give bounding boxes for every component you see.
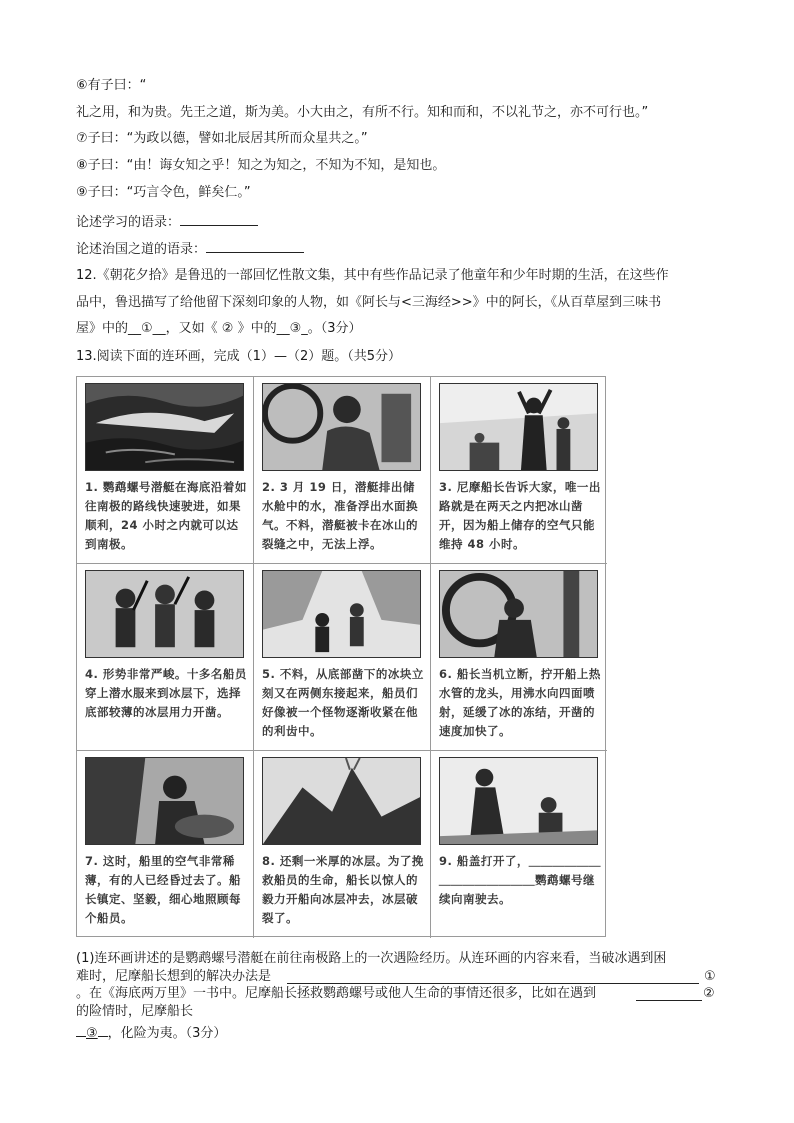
analects-item-8: ⑧子曰：“由！诲女知之乎！知之为知之，不知为不知，是知也。: [76, 158, 446, 173]
sub1-line-5: [76, 1023, 226, 1042]
answer-blank-1[interactable]: [287, 983, 699, 984]
comic-caption-3: 3. 尼摩船长告诉大家，唯一出路就是在两天之内把冰山凿开，因为船上储存的空气只能维持 48 小时。: [439, 480, 601, 551]
breaking-ice-illustration: [262, 757, 421, 845]
blank-marker-1: ①: [704, 969, 716, 984]
comic-caption-2: 2. 3 月 19 日，潜艇排出储水舱中的水，准备浮出水面换气。不料，潜艇被卡在冰山的裂缝之中，无法上浮。: [262, 480, 418, 551]
blank-marker-2: ②: [703, 986, 715, 1001]
sub1-line-3: 。在《海底两万里》一书中。尼摩船长拯救鹦鹉螺号或他人生命的事情还很多，比如在遇到: [76, 986, 597, 1001]
sub1-line-1: (1)连环画讲述的是鹦鹉螺号潜艇在前往南极路上的一次遇险经历。从连环画的内容来看，当破冰遇到困: [76, 951, 667, 966]
answer-blank-3-lead[interactable]: [76, 1023, 86, 1037]
sub1-line-4: 的险情时，尼摩船长: [76, 1004, 194, 1019]
comic-caption-8: 8. 还剩一米厚的冰层。为了挽救船员的生命，船长以惊人的毅力开船向冰层冲去，冰层破裂了。: [262, 854, 424, 925]
answer-blank-3-tail[interactable]: [98, 1023, 108, 1037]
learning-quote-blank[interactable]: [180, 212, 258, 226]
learning-quote-prompt: [76, 212, 258, 232]
answer-blank-2[interactable]: [636, 1000, 702, 1001]
ice-closing-illustration: [262, 570, 421, 658]
sub1-line-5-tail: ，化险为夷。（3分）: [107, 1026, 227, 1041]
captain-caring-crew-illustration: [85, 757, 244, 845]
q13-heading: 13.阅读下面的连环画，完成（1）—（2）题。（共5分）: [76, 349, 401, 364]
submarine-sea-illustration: [85, 383, 244, 471]
comic-caption-7: 7. 这时，船里的空气非常稀薄，有的人已经昏过去了。船长镇定、坚毅，细心地照顾每个船员。: [85, 854, 241, 925]
comic-caption-6: 6. 船长当机立断，拧开船上热水管的龙头，用沸水向四面喷射，延缓了冰的冻结，开凿的速度加快了。: [439, 667, 601, 738]
comic-caption-1: 1. 鹦鹉螺号潜艇在海底沿着如往南极的路线快速驶进，如果顺利，24 小时之内就可以达到南极。: [85, 480, 247, 551]
governing-quote-prompt: [76, 239, 304, 259]
captain-hot-water-illustration: [439, 570, 598, 658]
comic-caption-4: 4. 形势非常严峻。十多名船员穿上潜水服来到冰层下，选择底部较薄的冰层用力开凿。: [85, 667, 247, 719]
analects-item-9: ⑨子曰：“巧言令色，鲜矣仁。”: [76, 185, 251, 200]
crew-gathering-illustration: [439, 383, 598, 471]
analects-item-7: ⑦子曰：“为政以德，譬如北辰居其所而众星共之。”: [76, 131, 368, 146]
comic-caption-5: 5. 不料，从底部凿下的冰块立刻又在两侧东接起来，船员们好像被一个怪物逐渐收紧在他的利齿中。: [262, 667, 424, 738]
sub1-line-2: 难时，尼摩船长想到的解决办法是: [76, 969, 272, 984]
governing-quote-blank[interactable]: [206, 239, 304, 253]
governing-quote-label: 论述治国之道的语录：: [76, 242, 207, 257]
comic-panel-8: [254, 751, 431, 938]
comic-panel-5: [254, 564, 431, 751]
comic-caption-9: 9. 船盖打开了，＿＿＿＿＿＿＿＿＿＿＿＿＿＿鹦鹉螺号继续向南驶去。: [439, 854, 601, 906]
comic-panel-2: [254, 377, 431, 564]
comic-panel-1: [77, 377, 254, 564]
q12-line-1: 12.《朝花夕拾》是鲁迅的一部回忆性散文集，其中有些作品记录了他童年和少年时期的生活，在这些作: [76, 268, 669, 283]
comic-panel-9: [431, 751, 607, 938]
learning-quote-label: 论述学习的语录：: [76, 215, 181, 230]
analects-item-6-a: ⑥有子曰：“: [76, 78, 147, 93]
comic-panel-6: [431, 564, 607, 751]
q12-line-3: 屋》中的__①__，又如《 ② 》中的__③_。（3分）: [76, 321, 362, 336]
captain-at-wheel-illustration: [262, 383, 421, 471]
comic-panel-7: [77, 751, 254, 938]
comic-panel-3: [431, 377, 607, 564]
q12-line-2: 品中，鲁迅描写了给他留下深刻印象的人物，如《阿长与<三海经>>》中的阿长，《从百草屋到三味书: [76, 295, 662, 310]
analects-item-6-b: 礼之用，和为贵。先王之道，斯为美。小大由之，有所不行。知和而和，不以礼节之，亦不可行也。”: [76, 105, 649, 120]
divers-under-ice-illustration: [85, 570, 244, 658]
comic-strip: [76, 376, 606, 937]
comic-panel-4: [77, 564, 254, 751]
hatch-opened-illustration: [439, 757, 598, 845]
blank-marker-3: ③: [86, 1026, 98, 1041]
